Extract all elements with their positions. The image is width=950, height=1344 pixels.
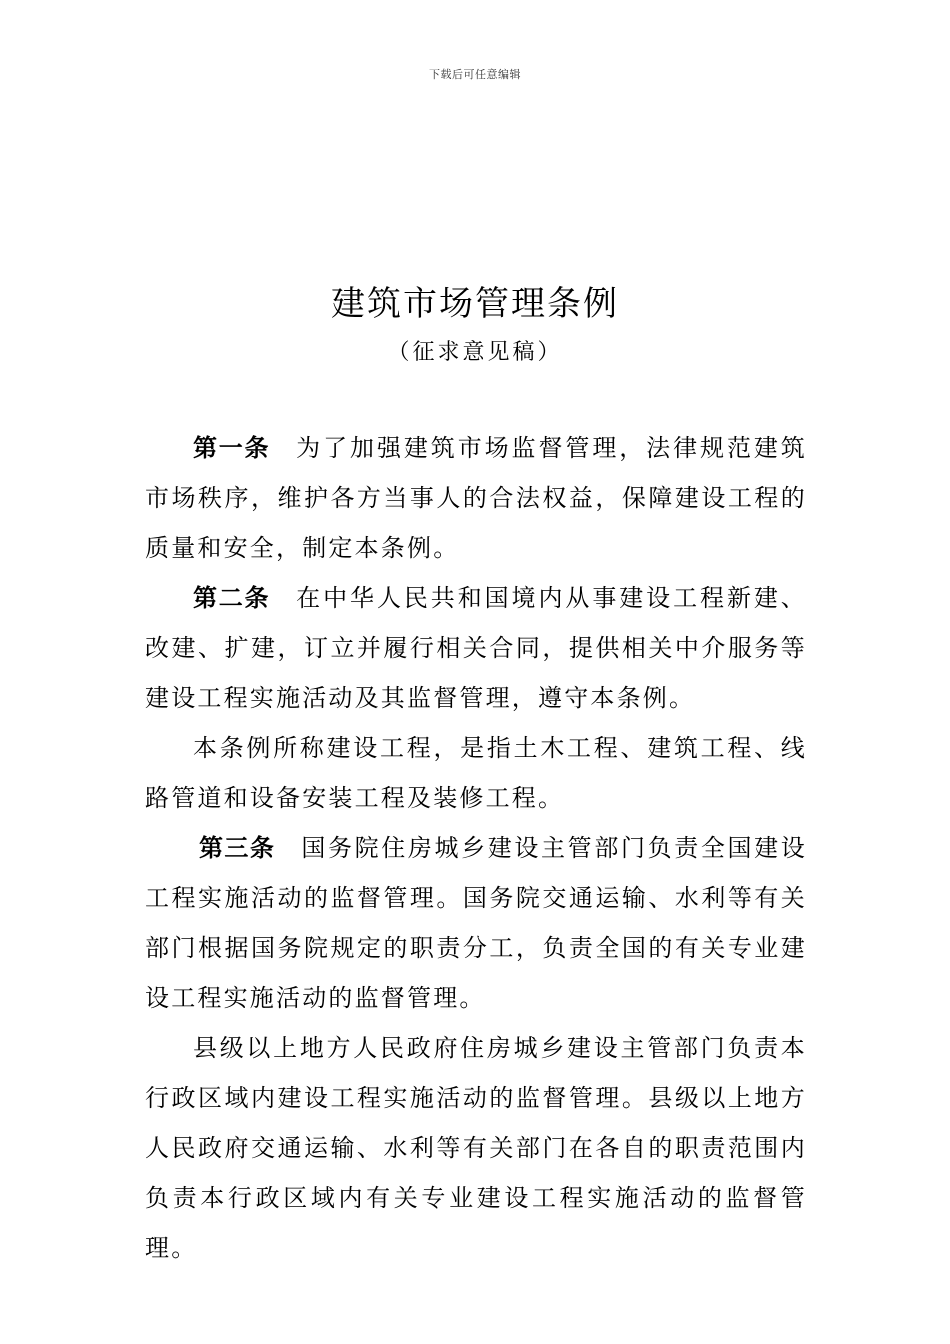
- article-1-number: 第一条: [193, 434, 271, 462]
- article-2-number: 第二条: [193, 584, 271, 612]
- article-3-paragraph: [145, 823, 807, 1023]
- header-note: 下载后可任意编辑: [429, 68, 521, 81]
- document-title: 建筑市场管理条例: [331, 284, 619, 324]
- document-subtitle: （征求意见稿）: [387, 340, 563, 365]
- article-1-paragraph: [145, 423, 807, 573]
- document-body: [145, 423, 807, 1273]
- article-3-text: 国务院住房城乡建设主管部门负责全国建设工程实施活动的监督管理。国务院交通运输、水利等有关部门根据国务院规定的职责分工，负责全国的有关专业建设工程实施活动的监督管理。: [145, 834, 807, 1012]
- article-2-continuation: 本条例所称建设工程，是指土木工程、建筑工程、线路管道和设备安装工程及装修工程。: [145, 734, 807, 812]
- article-3-continuation: 县级以上地方人民政府住房城乡建设主管部门负责本行政区域内建设工程实施活动的监督管理。县级以上地方人民政府交通运输、水利等有关部门在各自的职责范围内负责本行政区域内有关专业建设工程实施活动的监督管理。: [145, 1034, 807, 1262]
- article-2-paragraph: [145, 573, 807, 723]
- article-2-text: 在中华人民共和国境内从事建设工程新建、改建、扩建，订立并履行相关合同，提供相关中介服务等建设工程实施活动及其监督管理，遵守本条例。: [145, 584, 807, 712]
- article-3-number: 第三条: [199, 834, 276, 862]
- article-1-text: 为了加强建筑市场监督管理，法律规范建筑市场秩序，维护各方当事人的合法权益，保障建设工程的质量和安全，制定本条例。: [145, 434, 807, 562]
